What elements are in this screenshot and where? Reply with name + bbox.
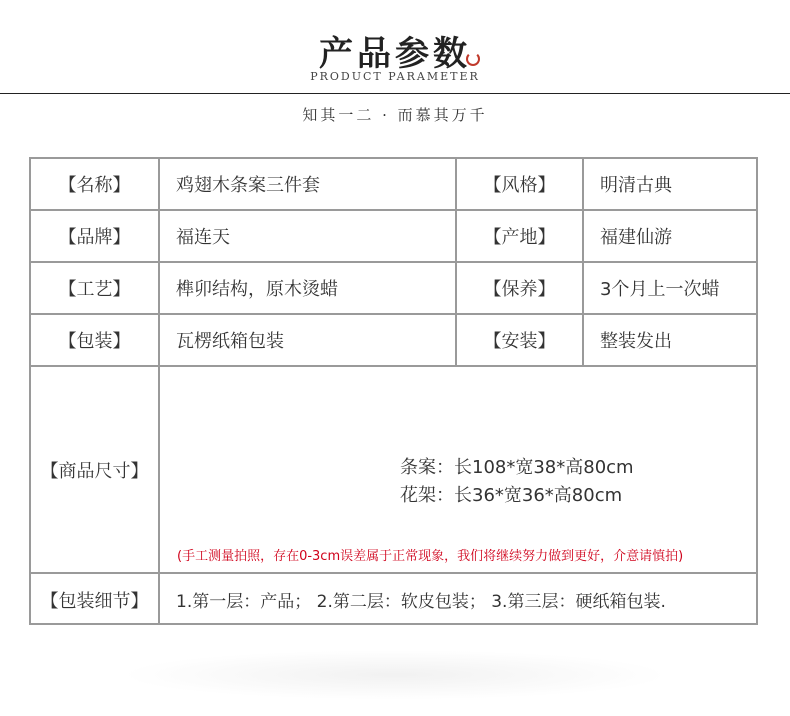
header-divider — [0, 93, 790, 94]
value-craft: 榫卯结构，原木烫蜡 — [176, 279, 338, 300]
value-packing-details: 1.第一层：产品； 2.第二层：软皮包装； 3.第三层：硬纸箱包装. — [176, 592, 666, 612]
value-name: 鸡翅木条案三件套 — [176, 175, 320, 196]
label-origin: 【产地】 — [483, 227, 556, 248]
label-installation: 【安装】 — [483, 331, 556, 352]
decorative-swirl-icon — [466, 52, 480, 66]
page-title: 产品参数 — [319, 34, 471, 74]
value-brand: 福连天 — [176, 227, 230, 248]
slogan: 知其一二 · 而慕其万千 — [302, 106, 488, 124]
size-line-stand: 花架：长36*宽36*高80cm — [400, 485, 623, 506]
label-packing-details: 【包装细节】 — [40, 590, 149, 612]
faded-image-edge — [120, 650, 670, 700]
label-size: 【商品尺寸】 — [40, 460, 149, 482]
label-packaging: 【包装】 — [58, 331, 131, 352]
value-origin: 福建仙游 — [600, 227, 672, 248]
value-style: 明清古典 — [600, 175, 672, 196]
value-packaging: 瓦楞纸箱包装 — [176, 331, 284, 352]
label-brand: 【品牌】 — [58, 227, 131, 248]
page-subtitle: PRODUCT PARAMETER — [310, 70, 480, 83]
value-installation: 整装发出 — [600, 331, 672, 352]
label-style: 【风格】 — [483, 175, 556, 196]
size-line-table: 条案：长108*宽38*高80cm — [400, 457, 634, 478]
size-dimensions — [400, 454, 634, 510]
label-craft: 【工艺】 — [58, 279, 131, 300]
label-maintenance: 【保养】 — [483, 279, 556, 300]
size-content — [160, 367, 756, 572]
label-name: 【名称】 — [58, 175, 131, 196]
parameter-table — [29, 157, 758, 625]
value-maintenance: 3个月上一次蜡 — [600, 279, 720, 300]
measurement-note: (手工测量拍照，存在0-3cm误差属于正常现象，我们将继续努力做到更好，介意请慎拍) — [177, 549, 684, 564]
